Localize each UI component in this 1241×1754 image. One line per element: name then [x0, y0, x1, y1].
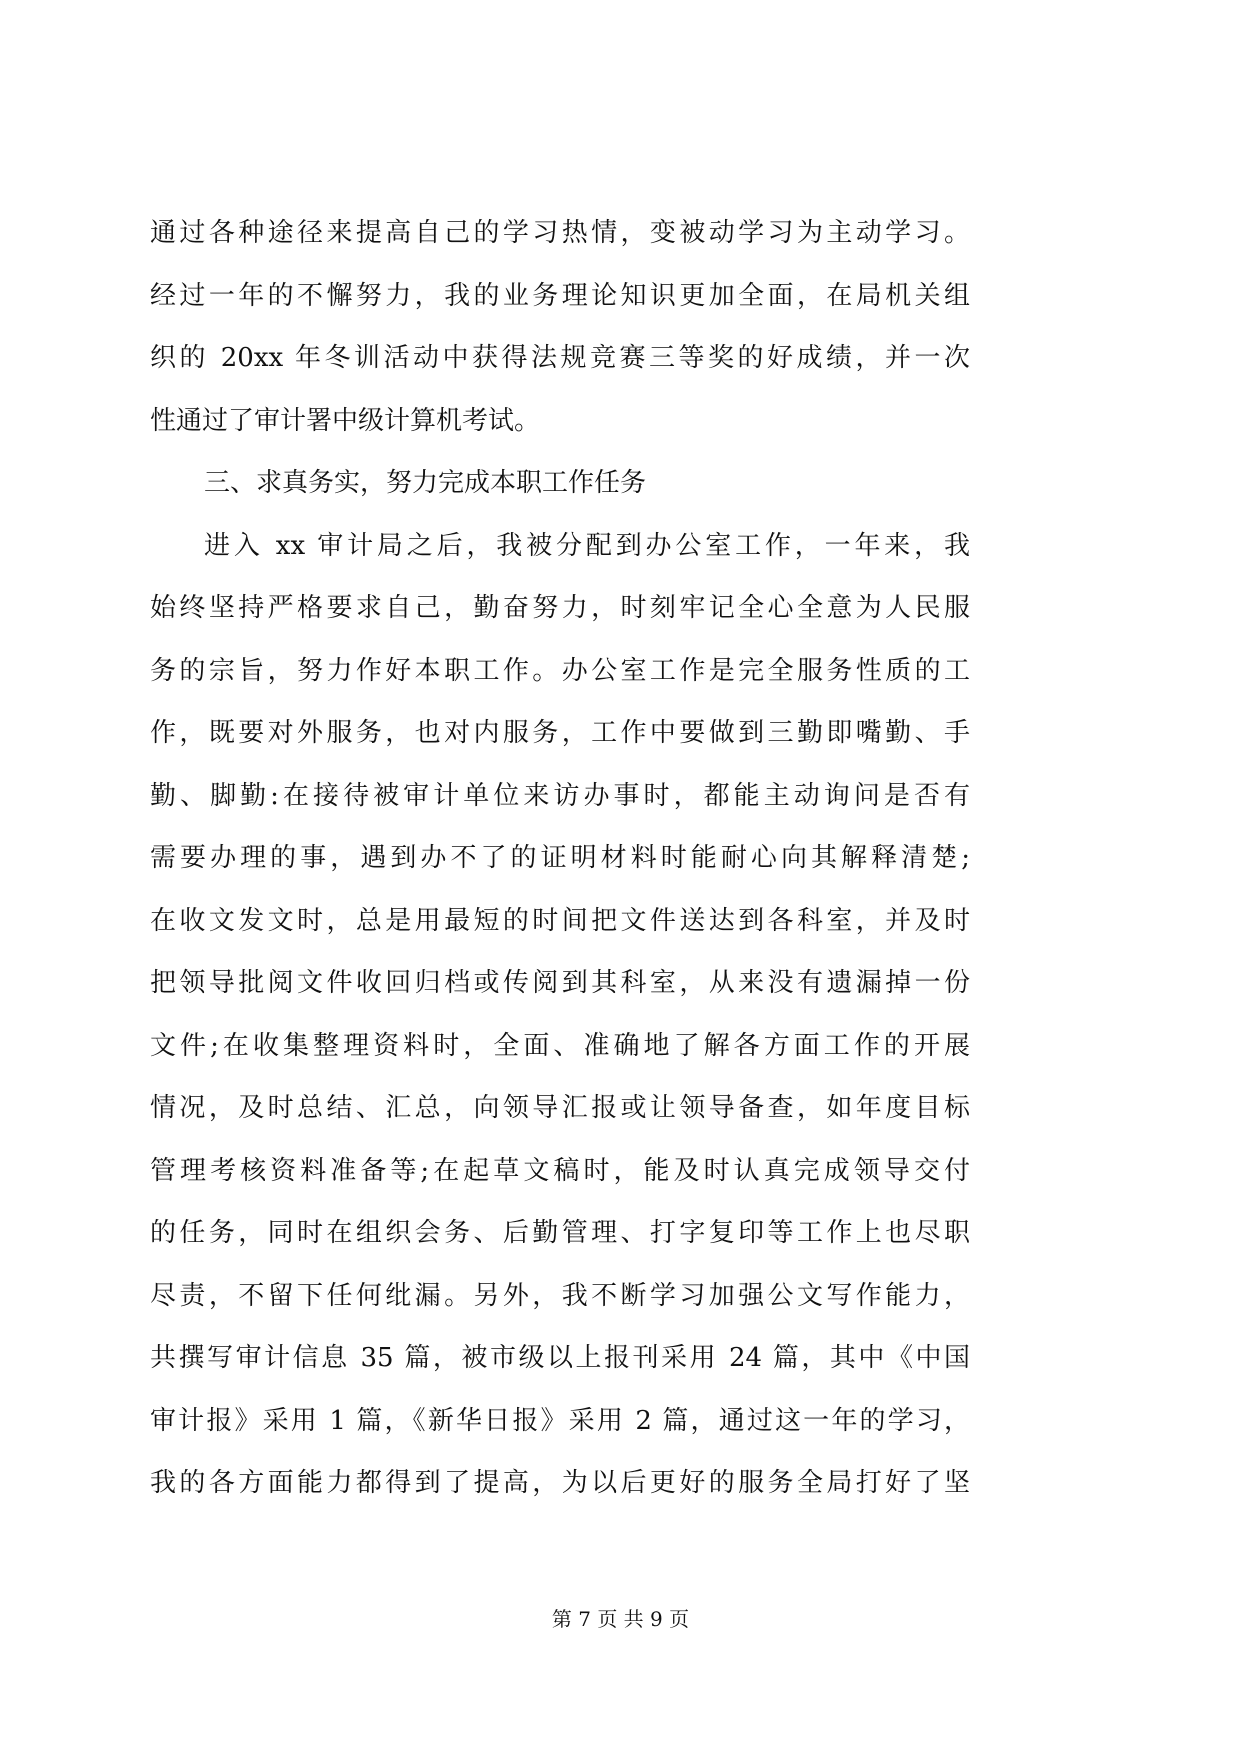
text-line: 文件;在收集整理资料时，全面、准确地了解各方面工作的开展	[150, 1030, 970, 1061]
text-line: 需要办理的事，遇到办不了的证明材料时能耐心向其解释清楚;	[150, 843, 970, 873]
text-line: 勤、脚勤:在接待被审计单位来访办事时，都能主动询问是否有	[150, 780, 970, 811]
document-body	[150, 202, 970, 1515]
text-line: 把领导批阅文件收回归档或传阅到其科室，从来没有遗漏掉一份	[150, 968, 970, 998]
text-line: 审计报》采用 1 篇，《新华日报》采用 2 篇，通过这一年的学习，	[150, 1405, 970, 1436]
text-line: 务的宗旨，努力作好本职工作。办公室工作是完全服务性质的工	[150, 655, 970, 686]
text-line: 进入 xx 审计局之后，我被分配到办公室工作，一年来，我	[204, 530, 970, 561]
text-line: 织的 20xx 年冬训活动中获得法规竞赛三等奖的好成绩，并一次	[150, 343, 970, 373]
text-line: 管理考核资料准备等;在起草文稿时，能及时认真完成领导交付	[150, 1155, 970, 1186]
text-line: 经过一年的不懈努力，我的业务理论知识更加全面，在局机关组	[150, 280, 970, 311]
text-line: 共撰写审计信息 35 篇，被市级以上报刊采用 24 篇，其中《中国	[150, 1343, 970, 1373]
text-line: 尽责，不留下任何纰漏。另外，我不断学习加强公文写作能力，	[150, 1280, 970, 1311]
text-line: 通过各种途径来提高自己的学习热情，变被动学习为主动学习。	[150, 218, 970, 248]
text-line: 性通过了审计署中级计算机考试。	[150, 405, 541, 436]
section-heading: 三、求真务实，努力完成本职工作任务	[204, 468, 647, 498]
text-line: 的任务，同时在组织会务、后勤管理、打字复印等工作上也尽职	[150, 1218, 970, 1248]
page-footer: 第 7 页 共 9 页	[551, 1607, 690, 1631]
text-line: 始终坚持严格要求自己，勤奋努力，时刻牢记全心全意为人民服	[150, 593, 970, 623]
text-line: 情况，及时总结、汇总，向领导汇报或让领导备查，如年度目标	[150, 1093, 970, 1123]
text-line: 作，既要对外服务，也对内服务，工作中要做到三勤即嘴勤、手	[150, 718, 970, 748]
text-line: 我的各方面能力都得到了提高，为以后更好的服务全局打好了坚	[150, 1468, 970, 1498]
text-line: 在收文发文时，总是用最短的时间把文件送达到各科室，并及时	[150, 905, 970, 936]
